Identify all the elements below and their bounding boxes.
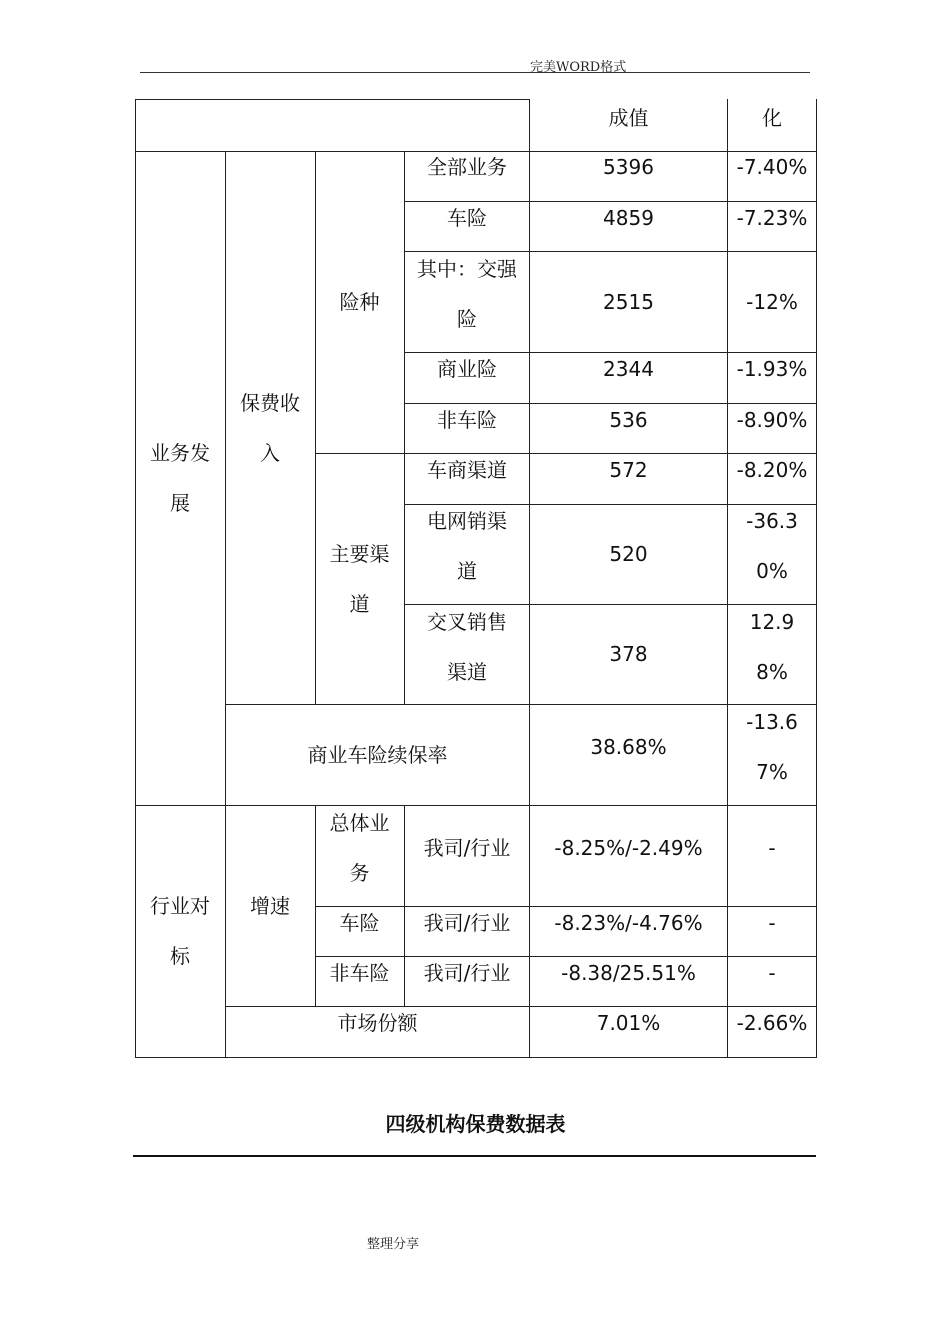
- table-border-bottom: [135, 1057, 817, 1058]
- benchmark-value-cell: -8.25%/-2.49%: [554, 836, 703, 860]
- group-main-channel-cell: 主要渠道: [329, 541, 390, 616]
- row-value-cell: 378: [609, 642, 648, 666]
- row-value-cell: 520: [609, 542, 648, 566]
- table-col-line: [315, 151, 316, 704]
- benchmark-change-cell: -: [768, 911, 776, 935]
- row-change-cell: -8.20%: [736, 458, 808, 482]
- header-change-cell: 化: [762, 106, 782, 130]
- row-change-cell: -7.23%: [736, 206, 808, 230]
- row-change-cell: -1.93%: [736, 357, 808, 381]
- table-row-line: [225, 1006, 817, 1007]
- benchmark-value-cell: -8.23%/-4.76%: [554, 911, 703, 935]
- table-row-line: [315, 956, 817, 957]
- header-value-cell: 成值: [608, 106, 649, 130]
- market-share-change-cell: -2.66%: [736, 1011, 808, 1035]
- table-col-line: [529, 99, 530, 1057]
- table-col-line: [727, 99, 728, 1057]
- table-row-line: [404, 504, 817, 505]
- table-row-line: [404, 251, 817, 252]
- benchmark-compare-cell: 我司/行业: [423, 911, 511, 935]
- table-row-line: [404, 604, 817, 605]
- table-row-line: [135, 99, 530, 100]
- table-border-right: [816, 99, 817, 1057]
- row-value-cell: 2344: [603, 357, 654, 381]
- table-row-line: [135, 151, 817, 152]
- row-item-cell: 全部业务: [427, 155, 507, 179]
- row-value-cell: 536: [609, 408, 648, 432]
- row-change-cell: -36.30%: [746, 509, 798, 583]
- row-change-cell: -8.90%: [736, 408, 808, 432]
- row-value-cell: 5396: [603, 155, 654, 179]
- group-business-cell: 业务发展: [150, 441, 210, 515]
- benchmark-compare-cell: 我司/行业: [423, 836, 511, 860]
- benchmark-value-cell: -8.38/25.51%: [561, 961, 696, 985]
- header-rule: [140, 72, 810, 73]
- page-footer: 整理分享: [367, 1237, 420, 1252]
- benchmark-category-cell: 总体业务: [329, 811, 390, 885]
- row-item-cell: 车险: [447, 206, 487, 230]
- renewal-label-cell: 商业车险续保率: [307, 742, 448, 767]
- row-change-cell: -12%: [746, 289, 798, 314]
- row-change-cell: 12.98%: [749, 610, 795, 684]
- market-share-value-cell: 7.01%: [596, 1011, 661, 1035]
- benchmark-category-cell: 车险: [339, 911, 380, 935]
- row-value-cell: 4859: [603, 206, 654, 230]
- group-industry-benchmark-cell: 行业对标: [150, 894, 210, 968]
- renewal-change-cell: -13.67%: [746, 710, 798, 784]
- benchmark-category-cell: 非车险: [329, 961, 390, 985]
- renewal-value-cell: 38.68%: [590, 735, 667, 759]
- row-item-cell: 其中：交强险: [417, 257, 517, 331]
- page-header: 完美WORD格式: [530, 60, 627, 75]
- row-value-cell: 2515: [603, 289, 654, 314]
- table-row-line: [404, 403, 817, 404]
- table-row-line: [225, 704, 817, 705]
- benchmark-change-cell: -: [768, 961, 776, 985]
- group-growth-cell: 增速: [250, 893, 290, 918]
- group-insurance-type-cell: 险种: [339, 290, 380, 314]
- group-premium-income-cell: 保费收入: [240, 390, 300, 465]
- row-value-cell: 572: [609, 458, 648, 482]
- table-row-line: [315, 906, 817, 907]
- row-item-cell: 交叉销售渠道: [427, 610, 507, 684]
- section-title-rule: [133, 1155, 816, 1157]
- row-item-cell: 电网销渠道: [427, 509, 507, 583]
- table-row-line: [135, 805, 817, 806]
- row-item-cell: 车商渠道: [427, 458, 507, 482]
- table-col-line: [404, 151, 405, 704]
- table-row-line: [315, 453, 817, 454]
- row-item-cell: 商业险: [437, 357, 497, 381]
- row-item-cell: 非车险: [437, 408, 497, 432]
- benchmark-compare-cell: 我司/行业: [423, 961, 511, 985]
- table-row-line: [404, 352, 817, 353]
- table-row-line: [404, 201, 817, 202]
- row-change-cell: -7.40%: [736, 155, 808, 179]
- market-share-label-cell: 市场份额: [337, 1011, 418, 1035]
- table-border-left: [135, 99, 136, 1057]
- table-col-line: [225, 151, 226, 1057]
- benchmark-change-cell: -: [768, 836, 776, 860]
- section-title: 四级机构保费数据表: [385, 1112, 566, 1136]
